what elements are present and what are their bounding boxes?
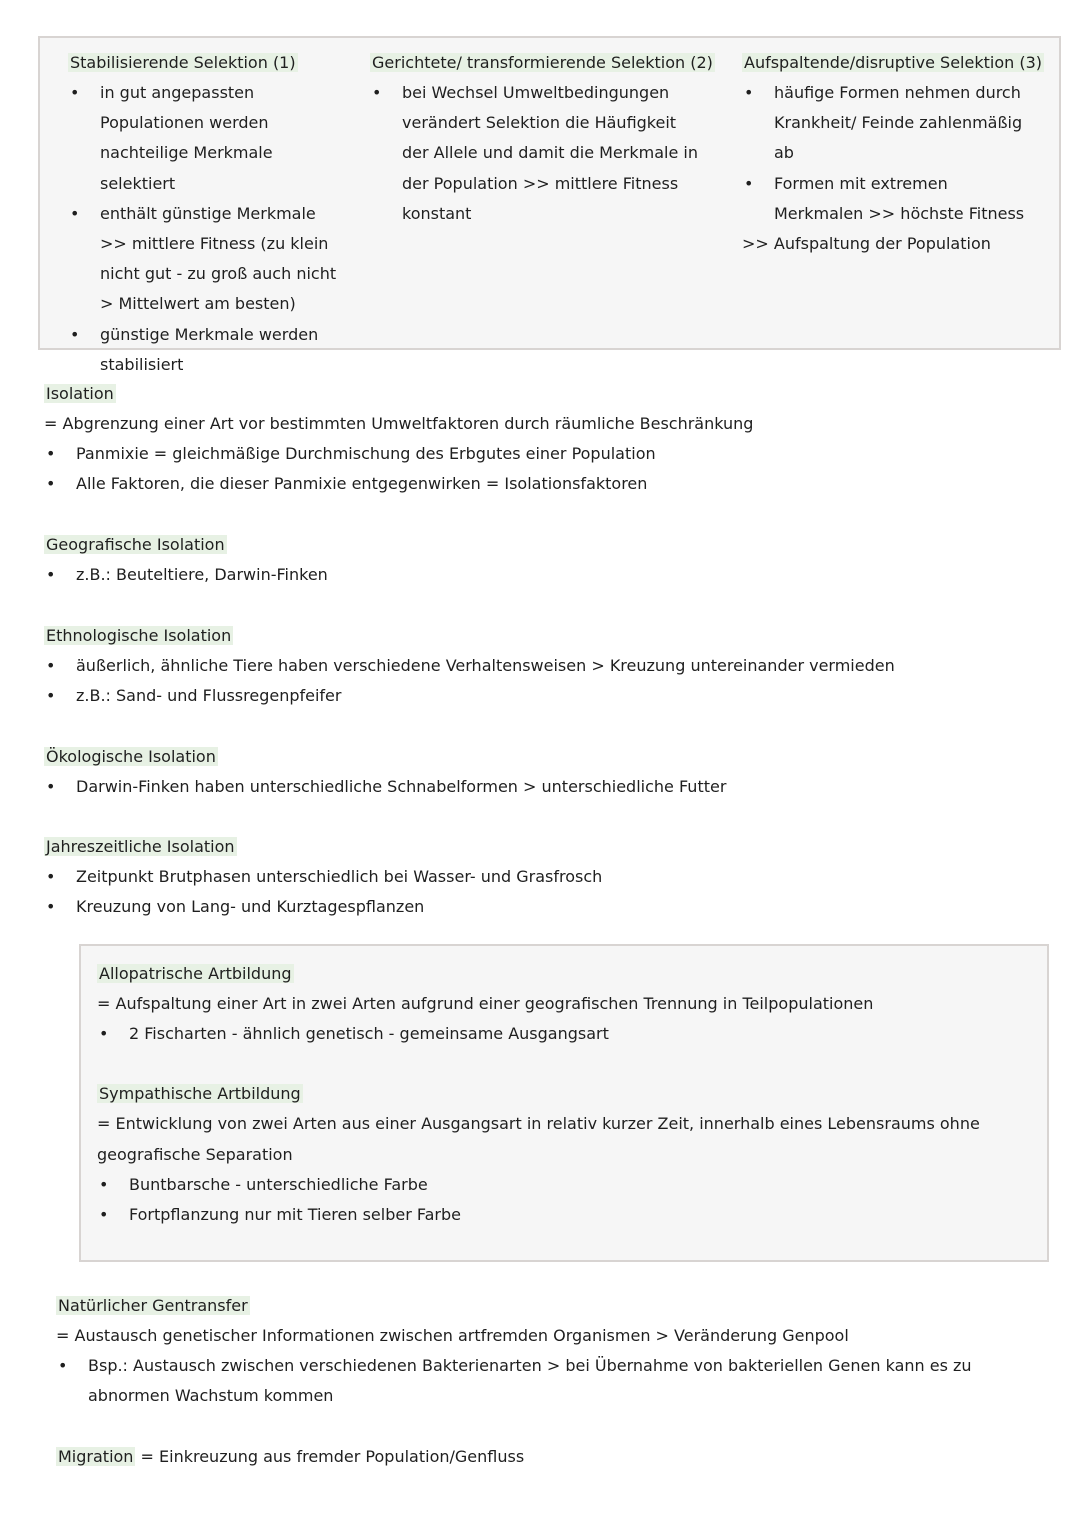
list-item: • Formen mit extremen Merkmalen >> höchste Fitness [742,169,1042,229]
list-item: • günstige Merkmale werden stabilisiert [68,320,340,380]
disruptive-selection-title: Aufspaltende/disruptive Selektion (3) [744,53,1042,72]
gene-transfer-section [56,1291,1016,1412]
disruptive-conclusion: >> Aufspaltung der Population [742,234,991,254]
list-item: • Bsp.: Austausch zwischen verschiedenen Bakterienarten > bei Übernahme von bakteriellen Genen kann es zu abnormen Wachstum kommen [56,1351,1016,1411]
list-item: • Alle Faktoren, die dieser Panmixie entgegenwirken = Isolationsfaktoren [44,469,1044,499]
allopatric-title: Allopatrische Artbildung [99,964,292,983]
seasonal-isolation-title: Jahreszeitliche Isolation [46,837,235,856]
list-item: • Kreuzung von Lang- und Kurztagespflanzen [44,892,1044,922]
migration-definition: = Einkreuzung aus fremder Population/Genfluss [135,1447,525,1466]
list-item: • bei Wechsel Umweltbedingungen verändert Selektion die Häufigkeit der Allele und damit die Merkmale in der Population >> mittlere Fitness konstant [370,78,700,229]
list-item: • Fortpflanzung nur mit Tieren selber Farbe [97,1200,1042,1230]
list-item: • z.B.: Beuteltiere, Darwin-Finken [44,560,1044,590]
geographic-isolation-title: Geografische Isolation [46,535,225,554]
isolation-title: Isolation [46,384,114,403]
sympatric-definition: = Entwicklung von zwei Arten aus einer Ausgangsart in relativ kurzer Zeit, innerhalb eines Lebensraums ohne geografische Separation [97,1114,980,1164]
disruptive-selection-column [742,48,1052,259]
allopatric-definition: = Aufspaltung einer Art in zwei Arten aufgrund einer geografischen Trennung in Teilpopulationen [97,994,874,1013]
list-item: • Buntbarsche - unterschiedliche Farbe [97,1170,1042,1200]
speciation-box [79,944,1049,1262]
stabilizing-selection-title: Stabilisierende Selektion (1) [70,53,296,72]
selection-types-box [38,36,1061,374]
ethological-isolation-section [44,621,1044,711]
list-item: • äußerlich, ähnliche Tiere haben verschiedene Verhaltensweisen > Kreuzung untereinander vermieden [44,651,1044,681]
ethological-isolation-title: Ethnologische Isolation [46,626,232,645]
stabilizing-selection-column [68,48,368,380]
list-item: • z.B.: Sand- und Flussregenpfeifer [44,681,1044,711]
list-item: • in gut angepassten Populationen werden nachteilige Merkmale selektiert [68,78,340,199]
migration-section [56,1442,1016,1472]
ecological-isolation-section [44,742,1044,802]
seasonal-isolation-section [44,832,1044,922]
directional-selection-column [370,48,713,229]
list-item: • häufige Formen nehmen durch Krankheit/ Feinde zahlenmäßig ab [742,78,1042,169]
migration-title: Migration [58,1447,134,1466]
list-item: • Zeitpunkt Brutphasen unterschiedlich bei Wasser- und Grasfrosch [44,862,1044,892]
isolation-definition: = Abgrenzung einer Art vor bestimmten Umweltfaktoren durch räumliche Beschränkung [44,414,754,433]
directional-selection-title: Gerichtete/ transformierende Selektion (2) [372,53,713,72]
list-item: • Darwin-Finken haben unterschiedliche Schnabelformen > unterschiedliche Futter [44,772,1044,802]
sympatric-title: Sympathische Artbildung [99,1084,301,1104]
isolation-section [44,379,1044,500]
list-item: • 2 Fischarten - ähnlich genetisch - gemeinsame Ausgangsart [97,1019,1042,1049]
geographic-isolation-section [44,530,1044,590]
gene-transfer-title: Natürlicher Gentransfer [58,1296,248,1315]
ecological-isolation-title: Ökologische Isolation [46,747,216,766]
list-item: • Panmixie = gleichmäßige Durchmischung des Erbgutes einer Population [44,439,1044,469]
gene-transfer-definition: = Austausch genetischer Informationen zwischen artfremden Organismen > Veränderung Genpool [56,1326,849,1345]
list-item: • enthält günstige Merkmale >> mittlere Fitness (zu klein nicht gut - zu groß auch nicht > Mittelwert am besten) [68,199,340,320]
